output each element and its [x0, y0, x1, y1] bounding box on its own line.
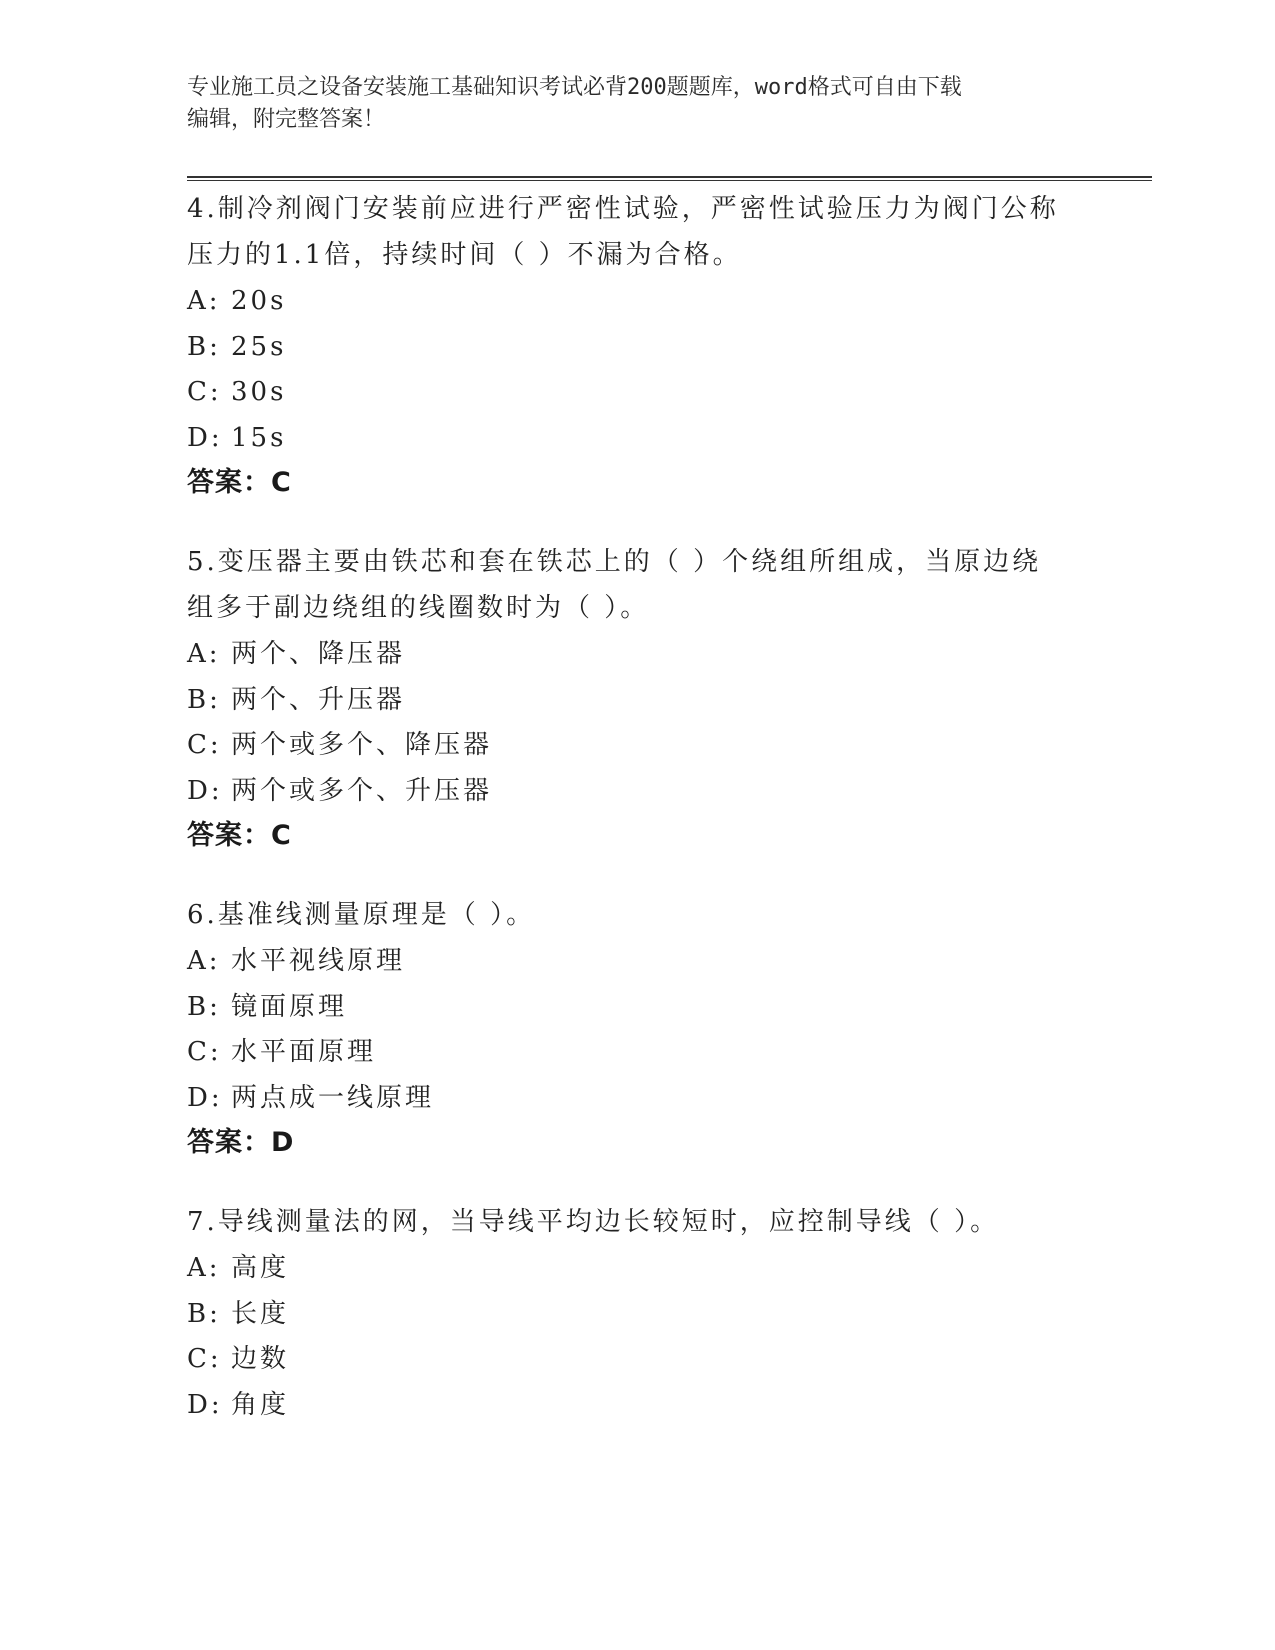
- option-b: [187, 985, 1147, 1031]
- option-text: 两点成一线原理: [231, 1082, 435, 1113]
- option-a: [187, 632, 1147, 678]
- option-text: 水平视线原理: [231, 946, 406, 976]
- option-a: [187, 279, 1147, 325]
- option-text: 20s: [231, 286, 287, 316]
- option-letter: B:: [187, 331, 221, 362]
- option-text: 30s: [231, 377, 287, 407]
- answer-line: 答案：C: [187, 467, 292, 498]
- header-line-1: 专业施工员之设备安装施工基础知识考试必背200题题库，word格式可自由下载: [187, 75, 962, 100]
- option-a: [187, 1246, 1147, 1292]
- option-text: 两个、升压器: [231, 684, 406, 715]
- option-d: [187, 416, 1147, 462]
- option-letter: D:: [187, 1082, 223, 1113]
- option-text: 边数: [231, 1344, 290, 1374]
- option-letter: B:: [187, 991, 221, 1022]
- question-stem: 5.变压器主要由铁芯和套在铁芯上的（ ）个绕组所组成，当原边绕组多于副边绕组的线圈数时为（ ）。: [187, 547, 1042, 623]
- option-letter: C:: [187, 730, 222, 760]
- option-text: 长度: [231, 1298, 290, 1329]
- option-c: [187, 1030, 1147, 1076]
- option-text: 水平面原理: [231, 1037, 377, 1067]
- option-a: [187, 939, 1147, 985]
- header-line-2: 编辑，附完整答案！: [187, 107, 386, 132]
- question-stem: 7.导线测量法的网，当导线平均边长较短时，应控制导线（ ）。: [187, 1207, 1000, 1237]
- option-c: [187, 370, 1147, 416]
- question-6: [187, 892, 1147, 1165]
- option-b: [187, 325, 1147, 371]
- question-5: [187, 539, 1147, 858]
- option-d: [187, 769, 1147, 815]
- option-d: [187, 1383, 1147, 1429]
- option-text: 两个或多个、升压器: [231, 775, 493, 806]
- option-letter: B:: [187, 1298, 221, 1329]
- document-header: [187, 72, 1067, 136]
- option-letter: D:: [187, 1389, 223, 1420]
- option-letter: D:: [187, 775, 223, 806]
- option-text: 高度: [231, 1253, 290, 1283]
- option-b: [187, 678, 1147, 724]
- option-d: [187, 1076, 1147, 1122]
- question-list: [187, 186, 1147, 1462]
- option-text: 角度: [231, 1389, 290, 1420]
- answer-line: 答案：C: [187, 820, 292, 851]
- option-letter: C:: [187, 1344, 222, 1374]
- option-text: 15s: [231, 422, 287, 453]
- option-letter: D:: [187, 422, 223, 453]
- option-text: 镜面原理: [231, 991, 348, 1022]
- option-b: [187, 1292, 1147, 1338]
- question-stem: 4.制冷剂阀门安装前应进行严密性试验，严密性试验压力为阀门公称压力的1.1倍，持续时间（ ）不漏为合格。: [187, 194, 1059, 270]
- option-letter: A:: [187, 286, 221, 316]
- option-text: 两个或多个、降压器: [231, 730, 493, 760]
- option-c: [187, 723, 1147, 769]
- question-4: [187, 186, 1147, 505]
- option-c: [187, 1337, 1147, 1383]
- header-divider: [187, 176, 1152, 181]
- option-letter: A:: [187, 1253, 221, 1283]
- answer-line: 答案：D: [187, 1127, 295, 1158]
- option-letter: C:: [187, 377, 222, 407]
- option-text: 25s: [231, 331, 287, 362]
- question-7: [187, 1199, 1147, 1428]
- option-text: 两个、降压器: [231, 639, 406, 669]
- option-letter: B:: [187, 684, 221, 715]
- question-stem: 6.基准线测量原理是（ ）。: [187, 900, 536, 930]
- option-letter: A:: [187, 946, 221, 976]
- option-letter: C:: [187, 1037, 222, 1067]
- option-letter: A:: [187, 639, 221, 669]
